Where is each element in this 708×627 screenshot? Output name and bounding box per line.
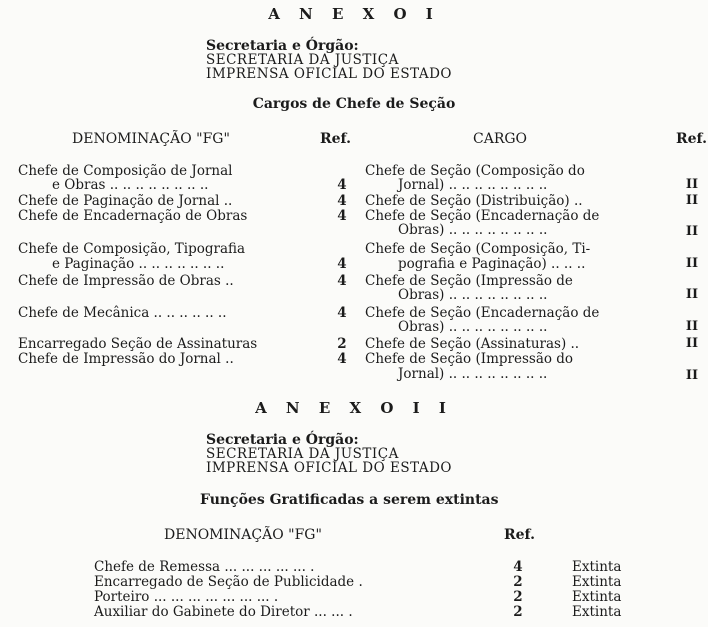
cargo-line: Chefe de Seção (Composição do (365, 163, 585, 179)
cargo-line: Chefe de Seção (Impressão do (365, 351, 574, 367)
annex1-title: A N E X O I (268, 5, 440, 23)
annex1-header-denominacao: DENOMINAÇÃO "FG" (72, 131, 230, 147)
fg-extinct-ref: 2 (513, 589, 523, 605)
cargo-ref: II (685, 368, 699, 383)
fg-ref: 4 (337, 273, 347, 289)
cargo-line: Jornal) .. .. .. .. .. .. .. .. (398, 177, 548, 193)
annex1-header-cargo: CARGO (473, 131, 528, 147)
annex1-subtitle: Cargos de Chefe de Seção (252, 96, 456, 112)
fg-name-line: Chefe de Composição de Jornal (18, 163, 233, 179)
annex2-secretaria-label: Secretaria e Órgão: (206, 432, 359, 448)
fg-extinct-status: Extinta (572, 559, 622, 575)
cargo-line: Chefe de Seção (Impressão de (365, 273, 573, 289)
cargo-line: Chefe de Seção (Distribuição) .. (365, 193, 583, 209)
cargo-ref: II (685, 224, 699, 239)
cargo-ref: II (685, 287, 699, 302)
fg-extinct-status: Extinta (572, 589, 622, 605)
annex1-secretaria-name: SECRETARIA DA JUSTIÇA (206, 52, 399, 68)
fg-ref: 4 (337, 177, 347, 193)
annex1-header-ref1: Ref. (320, 131, 351, 147)
annex1-header-ref2: Ref. (676, 131, 707, 147)
fg-name-line: e Obras .. .. .. .. .. .. .. .. (52, 177, 209, 193)
fg-ref: 2 (337, 336, 347, 352)
fg-extinct-name: Auxiliar do Gabinete do Diretor ... ... . (94, 604, 353, 620)
fg-ref: 4 (337, 193, 347, 209)
annex1-orgao-name: IMPRENSA OFICIAL DO ESTADO (206, 66, 452, 82)
annex2-header-ref: Ref. (504, 527, 535, 543)
fg-ref: 4 (337, 305, 347, 321)
fg-name-line: e Paginação .. .. .. .. .. .. .. (52, 256, 225, 272)
fg-extinct-name: Porteiro ... ... ... ... ... ... ... . (94, 589, 279, 605)
fg-ref: 4 (337, 208, 347, 224)
cargo-line: Chefe de Seção (Assinaturas) .. (365, 336, 580, 352)
fg-extinct-ref: 4 (513, 559, 523, 575)
fg-name-line: Chefe de Paginação de Jornal .. (18, 193, 233, 209)
fg-name-line: Chefe de Impressão do Jornal .. (18, 351, 234, 367)
cargo-ref: II (685, 336, 699, 351)
cargo-line: Jornal) .. .. .. .. .. .. .. .. (398, 366, 548, 382)
cargo-ref: II (685, 256, 699, 271)
cargo-line: Chefe de Seção (Encadernação de (365, 305, 600, 321)
cargo-line: Obras) .. .. .. .. .. .. .. .. (398, 222, 548, 238)
fg-name-line: Encarregado Seção de Assinaturas (18, 336, 258, 352)
fg-extinct-status: Extinta (572, 604, 622, 620)
annex2-orgao-name: IMPRENSA OFICIAL DO ESTADO (206, 460, 452, 476)
fg-extinct-name: Chefe de Remessa ... ... ... ... ... . (94, 559, 315, 575)
fg-extinct-status: Extinta (572, 574, 622, 590)
annex2-subtitle: Funções Gratificadas a serem extintas (200, 492, 499, 508)
cargo-line: Obras) .. .. .. .. .. .. .. .. (398, 287, 548, 303)
cargo-ref: II (685, 193, 699, 208)
annex1-secretaria-label: Secretaria e Órgão: (206, 38, 359, 54)
cargo-ref: II (685, 177, 699, 192)
fg-name-line: Chefe de Composição, Tipografia (18, 241, 246, 257)
cargo-line: Chefe de Seção (Encadernação de (365, 208, 600, 224)
fg-name-line: Chefe de Impressão de Obras .. (18, 273, 234, 289)
fg-name-line: Chefe de Mecânica .. .. .. .. .. .. (18, 305, 227, 321)
annex2-header-denominacao: DENOMINAÇÃO "FG" (164, 527, 322, 543)
fg-ref: 4 (337, 256, 347, 272)
fg-ref: 4 (337, 351, 347, 367)
cargo-ref: II (685, 319, 699, 334)
annex2-title: A N E X O I I (255, 399, 453, 417)
cargo-line: pografia e Paginação) .. .. .. (398, 256, 586, 272)
annex2-secretaria-name: SECRETARIA DA JUSTIÇA (206, 446, 399, 462)
fg-extinct-ref: 2 (513, 604, 523, 620)
cargo-line: Chefe de Seção (Composição, Ti- (365, 241, 591, 257)
cargo-line: Obras) .. .. .. .. .. .. .. .. (398, 319, 548, 335)
fg-extinct-ref: 2 (513, 574, 523, 590)
fg-name-line: Chefe de Encadernação de Obras (18, 208, 248, 224)
fg-extinct-name: Encarregado de Seção de Publicidade . (94, 574, 363, 590)
